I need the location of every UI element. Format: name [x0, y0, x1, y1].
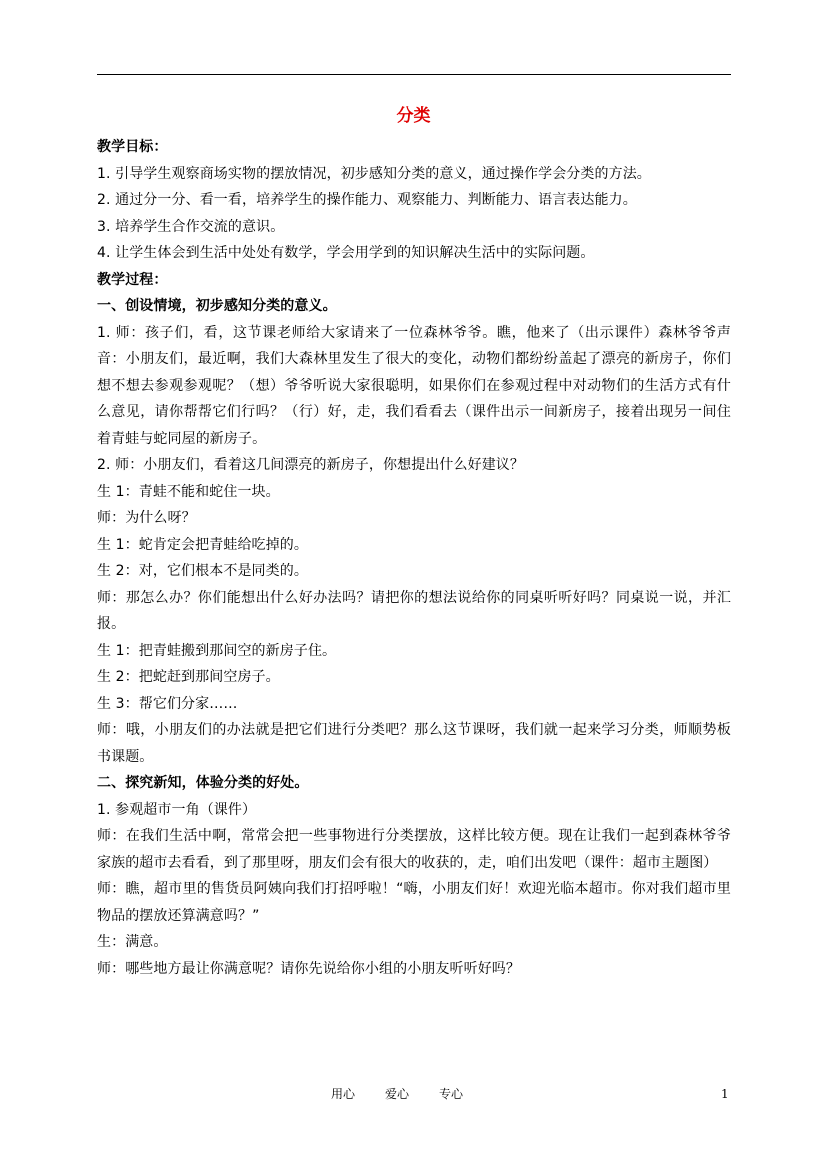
- paragraph: 二、探究新知，体验分类的好处。: [97, 775, 309, 791]
- paragraph: 1. 引导学生观察商场实物的摆放情况，初步感知分类的意义，通过操作学会分类的方法。: [97, 165, 651, 182]
- document-body: [97, 134, 731, 982]
- paragraph: 生 2：把蛇赶到那间空房子。: [97, 669, 280, 685]
- paragraph: 一、创设情境，初步感知分类的意义。: [97, 298, 337, 314]
- footer-motto: 专心: [439, 1087, 464, 1101]
- paragraph: 教学目标：: [97, 139, 168, 155]
- paragraph: 师：那怎么办？你们能想出什么好办法吗？请把你的想法说给你的同桌听听好吗？同桌说一说，并汇报。: [97, 589, 731, 632]
- paragraph: 3. 培养学生合作交流的意识。: [97, 218, 285, 235]
- paragraph: 1. 参观超市一角（课件）: [97, 801, 257, 818]
- header-rule: [97, 74, 731, 75]
- paragraph: 4. 让学生体会到生活中处处有数学，学会用学到的知识解决生活中的实际问题。: [97, 245, 595, 261]
- paragraph: 生 1：把青蛙搬到那间空的新房子住。: [97, 642, 337, 659]
- paragraph: 1. 师：孩子们，看，这节课老师给大家请来了一位森林爷爷。瞧，他来了（出示课件）森林爷爷声音：小朋友们，最近啊，我们大森林里发生了很大的变化，动物们都纷纷盖起了漂亮的新房子，你们想不想去参观参观呢？（想）爷爷听说大家很聪明，如果你们在参观过程中对动物们的生活方式有什么意见，请你帮帮它们行吗？（行）好，走，我们看看去（课件出示一间新房子，接着出现另一间住着青蛙与蛇同屋的新房子。: [97, 324, 731, 447]
- document-title: 分类: [396, 106, 431, 126]
- paragraph: 师：瞧，超市里的售货员阿姨向我们打招呼啦！“嗨，小朋友们好！欢迎光临本超市。你对我们超市里物品的摆放还算满意吗？”: [97, 881, 731, 924]
- paragraph: 生 1：蛇肯定会把青蛙给吃掉的。: [97, 536, 308, 553]
- paragraph: 生：满意。: [97, 934, 168, 950]
- paragraph: 生 2：对，它们根本不是同类的。: [97, 563, 308, 579]
- paragraph: 师：哦，小朋友们的办法就是把它们进行分类吧？那么这节课呀，我们就一起来学习分类，师顺势板书课题。: [97, 722, 731, 765]
- paragraph: 师：在我们生活中啊，常常会把一些事物进行分类摆放，这样比较方便。现在让我们一起到森林爷爷家族的超市去看看，到了那里呀，朋友们会有很大的收获的，走，咱们出发吧（课件：超市主题图）: [97, 828, 731, 871]
- paragraph: 师：为什么呀？: [97, 510, 196, 526]
- paragraph: 2. 师：小朋友们，看着这几间漂亮的新房子，你想提出什么好建议？: [97, 457, 525, 473]
- paragraph: 教学过程：: [97, 271, 168, 288]
- paragraph: 生 1：青蛙不能和蛇住一块。: [97, 483, 280, 500]
- paragraph: 生 3：帮它们分家……: [97, 695, 238, 712]
- footer-motto: 用心: [331, 1087, 356, 1101]
- page-number: 1: [721, 1087, 729, 1101]
- paragraph: 师：哪些地方最让你满意呢？请你先说给你小组的小朋友听听好吗？: [97, 960, 520, 977]
- page-footer: [0, 1084, 827, 1104]
- footer-mottos: [331, 1084, 493, 1104]
- paragraph: 2. 通过分一分、看一看，培养学生的操作能力、观察能力、判断能力、语言表达能力。: [97, 192, 637, 208]
- footer-motto: 爱心: [385, 1087, 410, 1101]
